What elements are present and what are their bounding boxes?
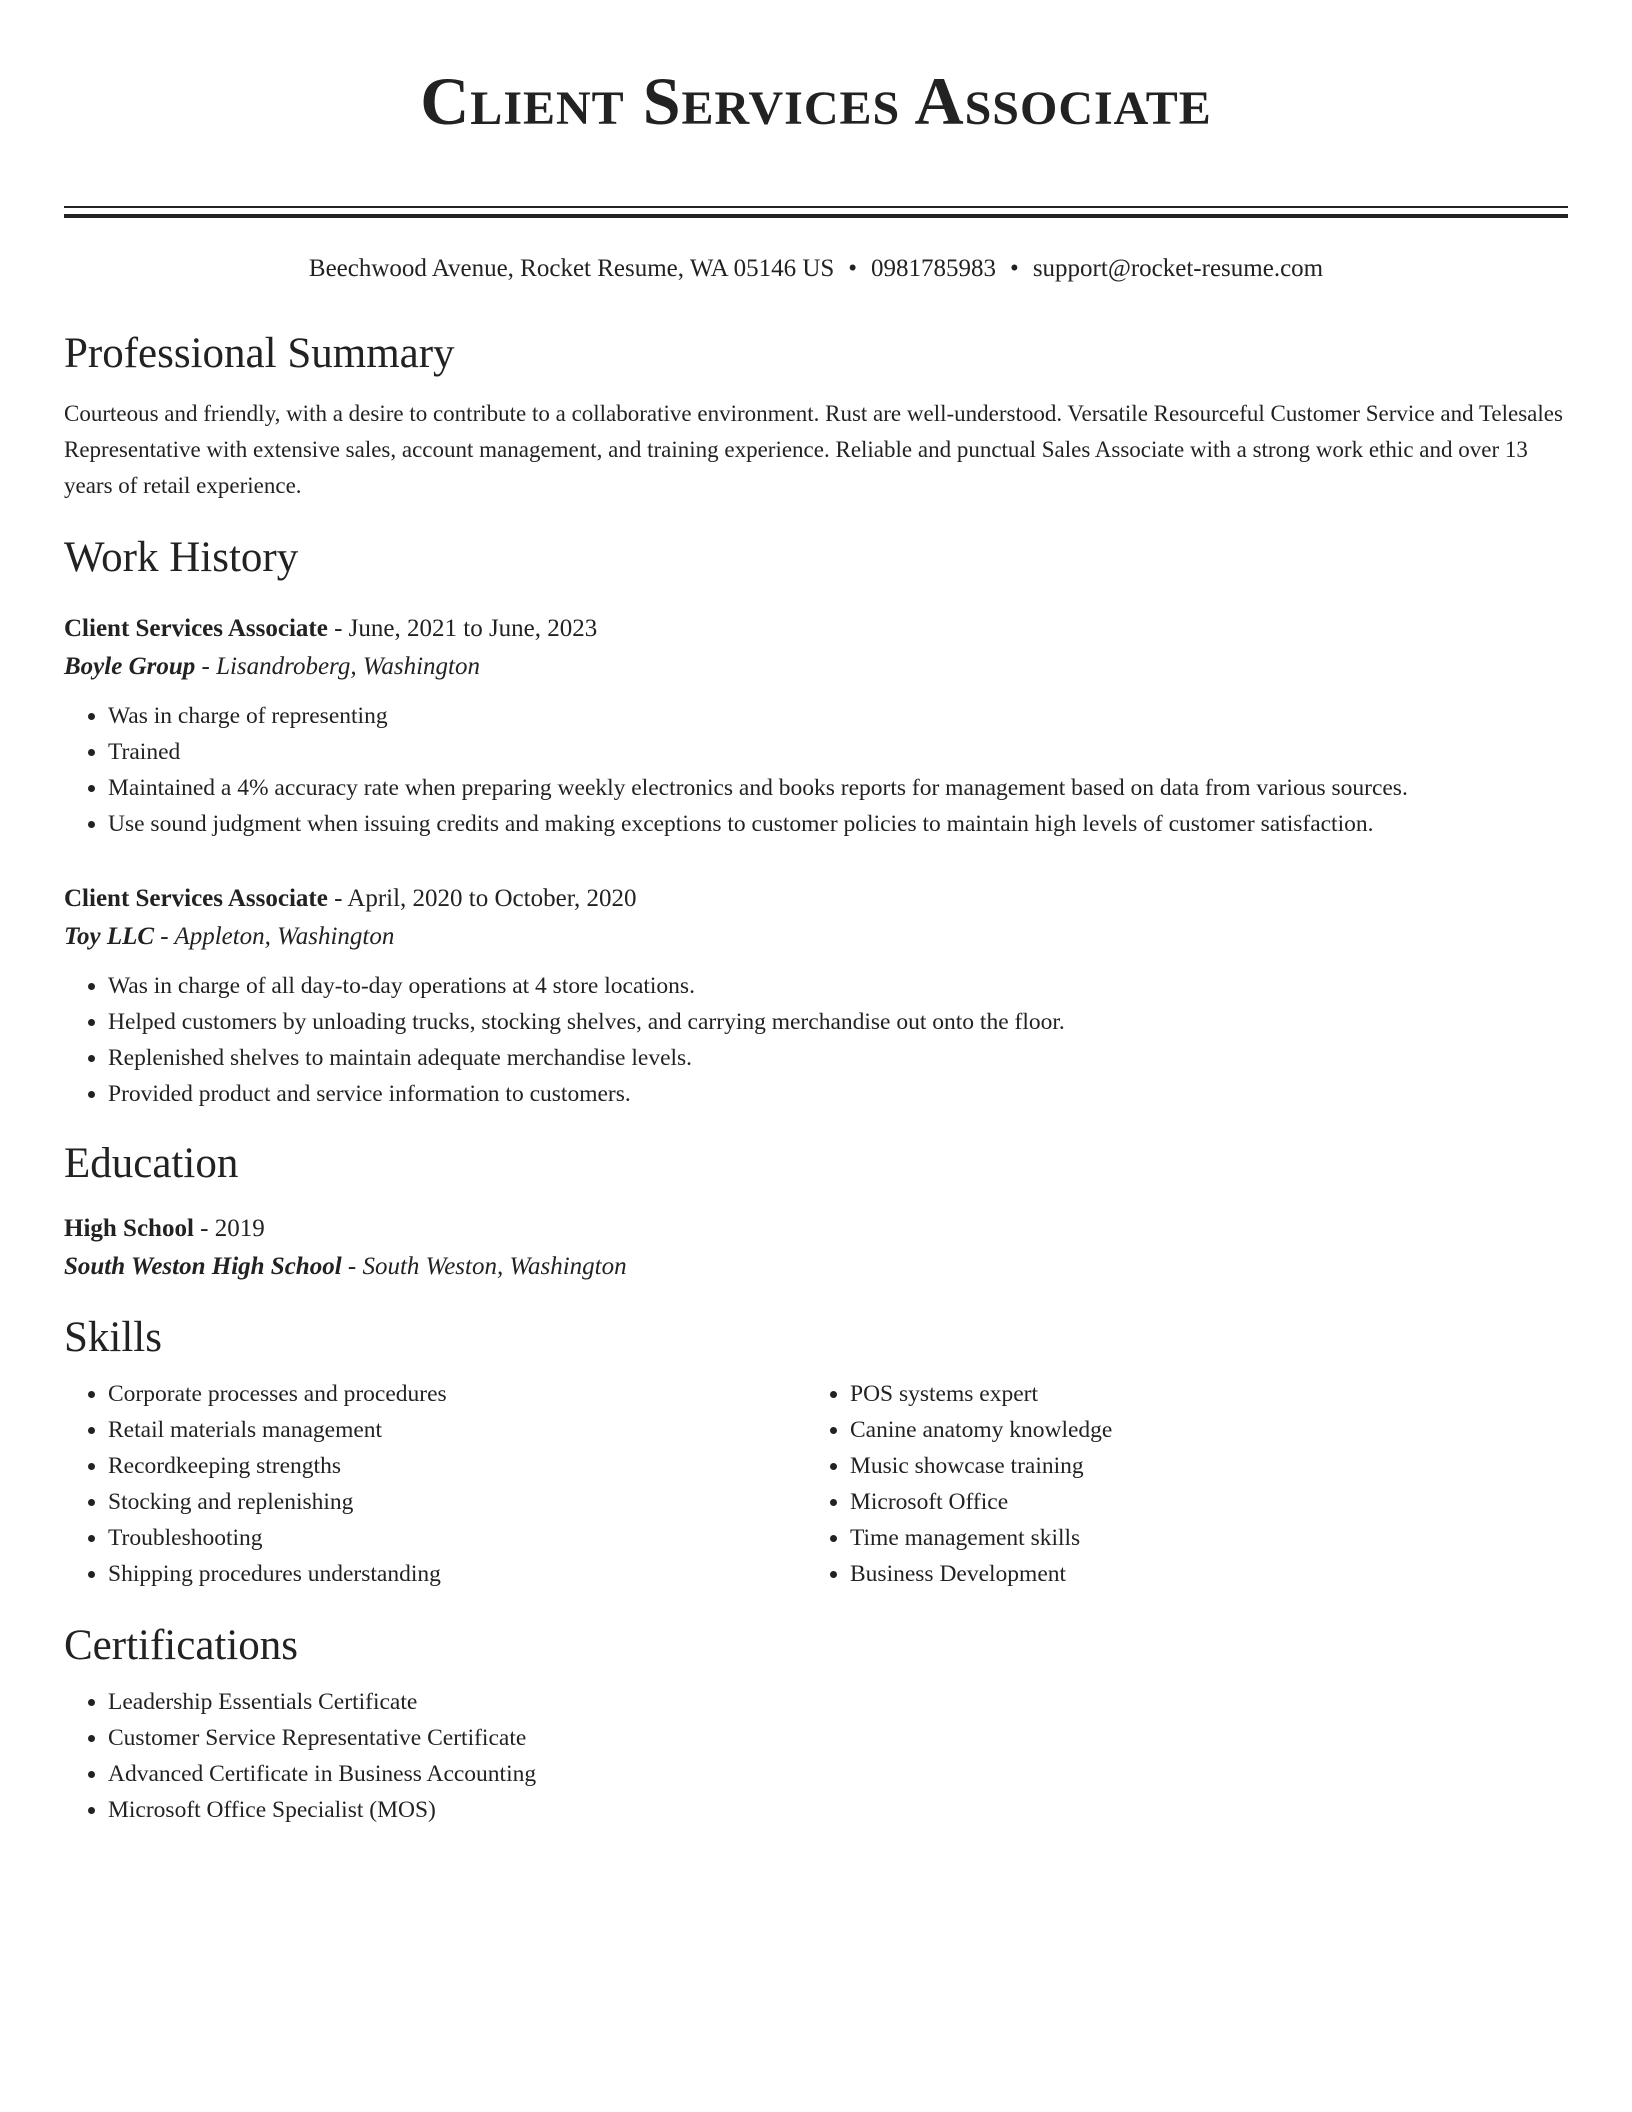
job-title: Client Services Associate xyxy=(64,615,328,642)
list-item: • Music showcase training xyxy=(850,1448,1548,1484)
professional-summary-section xyxy=(64,328,1568,504)
list-item: • Advanced Certificate in Business Accounting xyxy=(108,1756,1568,1792)
contact-phone: 0981785983 xyxy=(871,255,997,282)
skills-column-right xyxy=(806,1376,1548,1592)
section-heading: Education xyxy=(64,1140,239,1187)
job-bullets xyxy=(64,698,1568,842)
contact-line xyxy=(64,252,1568,286)
contact-email: support@rocket-resume.com xyxy=(1032,255,1324,282)
list-item: • Stocking and replenishing xyxy=(108,1484,806,1520)
list-item: • Was in charge of all day-to-day operations at 4 store locations. xyxy=(108,968,1568,1004)
skills-list xyxy=(64,1376,806,1592)
employer-location: - Appleton, Washington xyxy=(154,923,395,950)
list-item: • Microsoft Office xyxy=(850,1484,1548,1520)
resume-name-title: Client Services Associate xyxy=(420,63,1212,139)
list-item: • Replenished shelves to maintain adequate merchandise levels. xyxy=(108,1040,1568,1076)
list-item: • Use sound judgment when issuing credits and making exceptions to customer policies to maintain high levels of customer satisfaction. xyxy=(108,806,1568,842)
contact-separator: • xyxy=(848,255,858,282)
list-item: • Was in charge of representing xyxy=(108,698,1568,734)
list-item: • Corporate processes and procedures xyxy=(108,1376,806,1412)
job-entry xyxy=(64,610,1568,842)
education-entry xyxy=(64,1210,1568,1286)
list-item: • Retail materials management xyxy=(108,1412,806,1448)
summary-text: Courteous and friendly, with a desire to contribute to a collaborative environment. Rust are well-understood. Versatile Resourceful Customer Service and Telesales Representative with extensive sales, account management, and training experience. Reliable and punctual Sales Associate with a strong work ethic and over 13 years of retail experience. xyxy=(64,401,1563,498)
education-section xyxy=(64,1138,1568,1286)
job-dates: - June, 2021 to June, 2023 xyxy=(327,615,598,642)
work-history-section xyxy=(64,532,1568,1112)
skills-section xyxy=(64,1312,1568,1592)
job-dates: - April, 2020 to October, 2020 xyxy=(327,885,637,912)
certifications-list xyxy=(64,1684,1568,1828)
list-item: • Leadership Essentials Certificate xyxy=(108,1684,1568,1720)
employer-name: Toy LLC xyxy=(64,923,155,950)
list-item: • Canine anatomy knowledge xyxy=(850,1412,1548,1448)
employer-line xyxy=(64,648,1568,686)
contact-address: Beechwood Avenue, Rocket Resume, WA 05146 US xyxy=(308,255,835,282)
job-bullets xyxy=(64,968,1568,1112)
skills-grid xyxy=(64,1376,1568,1592)
job-entry xyxy=(64,880,1568,1112)
degree-name: High School xyxy=(64,1215,194,1242)
section-heading: Skills xyxy=(64,1314,162,1361)
skills-column-left xyxy=(64,1376,806,1592)
header-divider-thin xyxy=(64,206,1568,208)
job-title-line xyxy=(64,880,1568,918)
list-item: • Time management skills xyxy=(850,1520,1548,1556)
list-item: • Microsoft Office Specialist (MOS) xyxy=(108,1792,1568,1828)
section-heading: Certifications xyxy=(64,1622,299,1669)
list-item: • Recordkeeping strengths xyxy=(108,1448,806,1484)
skills-list xyxy=(806,1376,1548,1592)
list-item: • Troubleshooting xyxy=(108,1520,806,1556)
employer-name: Boyle Group xyxy=(64,653,196,680)
school-location: - South Weston, Washington xyxy=(341,1253,627,1280)
contact-separator: • xyxy=(1010,255,1019,282)
employer-line xyxy=(64,918,1568,956)
employer-location: - Lisandroberg, Washington xyxy=(195,653,481,680)
degree-line xyxy=(64,1210,1568,1248)
list-item: • Shipping procedures understanding xyxy=(108,1556,806,1592)
school-line xyxy=(64,1248,1568,1286)
list-item: • Helped customers by unloading trucks, stocking shelves, and carrying merchandise out onto the floor. xyxy=(108,1004,1568,1040)
certifications-section xyxy=(64,1620,1568,1828)
list-item: • Business Development xyxy=(850,1556,1548,1592)
job-title-line xyxy=(64,610,1568,648)
list-item: • Customer Service Representative Certificate xyxy=(108,1720,1568,1756)
section-heading: Work History xyxy=(64,534,299,581)
section-heading: Professional Summary xyxy=(64,330,455,377)
list-item: • Provided product and service information to customers. xyxy=(108,1076,1568,1112)
job-title: Client Services Associate xyxy=(64,885,328,912)
header-divider-thick xyxy=(64,214,1568,218)
list-item: • POS systems expert xyxy=(850,1376,1548,1412)
school-name: South Weston High School xyxy=(64,1253,342,1280)
list-item: • Maintained a 4% accuracy rate when preparing weekly electronics and books reports for management based on data from various sources. xyxy=(108,770,1568,806)
list-item: • Trained xyxy=(108,734,1568,770)
degree-year: - 2019 xyxy=(193,1215,265,1242)
